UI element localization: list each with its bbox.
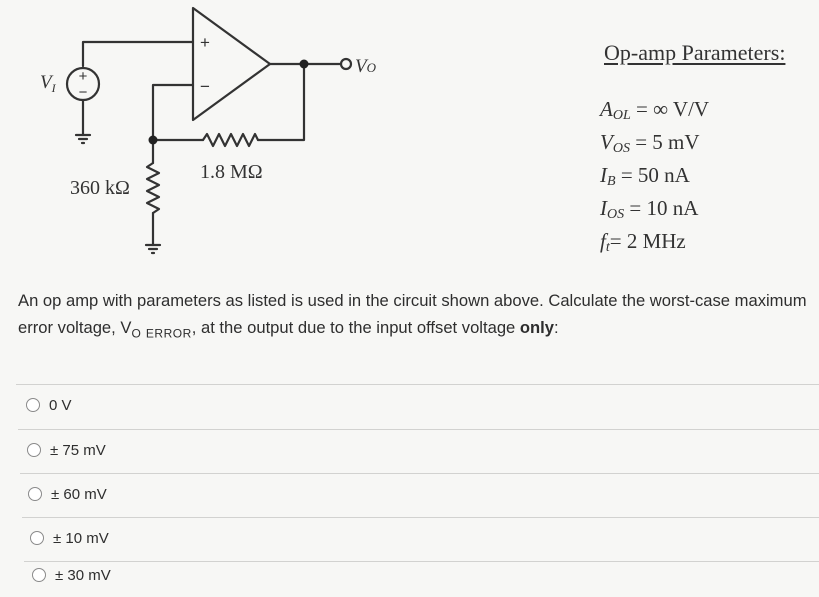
ground-resistor-label: 360 kΩ [70,177,130,199]
ground-symbol-resistor [146,245,160,253]
circuit-diagram [0,0,590,280]
output-terminal [341,59,351,69]
answer-option[interactable] [28,472,107,516]
ground-resistor [147,163,159,213]
param-vos: $V_{OS} = 5$ mV [600,130,700,156]
junction-dot-feedback [149,136,158,145]
divider [20,473,819,474]
feedback-resistor-label: 1.8 MΩ [200,161,263,183]
radio-button[interactable] [30,531,44,545]
wire-minus-input [153,85,193,140]
opamp-parameters [598,40,818,261]
divider [22,517,819,518]
answer-option[interactable] [26,383,72,427]
divider [18,429,819,430]
radio-button[interactable] [32,568,46,582]
wire-feedback-right [258,64,304,140]
divider [24,561,819,562]
opamp-triangle [193,8,270,120]
output-label: VO [355,56,376,77]
answer-option-label[interactable]: ± 10 mV [53,529,109,547]
opamp-minus-sign: − [200,77,210,96]
params-title: Op-amp Parameters: [604,40,786,65]
answer-option-label[interactable]: 0 V [49,396,72,414]
param-ib: $I_B = 50$ nA [600,163,690,189]
radio-button[interactable] [26,398,40,412]
param-ios: $I_{OS} = 10$ nA [600,196,699,222]
answer-option-label[interactable]: ± 60 mV [51,485,107,503]
divider [16,384,819,385]
answer-option-label[interactable]: ± 75 mV [50,441,106,459]
param-aol: $A_{OL}$ = ∞ V/V [600,97,710,123]
radio-button[interactable] [28,487,42,501]
answer-option-label[interactable]: ± 30 mV [55,566,111,584]
answer-option[interactable] [27,428,106,472]
wire-source-to-plus [83,42,193,66]
param-ft: $f_t= 2$ MHz [600,229,686,255]
opamp-plus-sign: + [200,33,210,52]
source-plus-sign: + [78,68,88,85]
radio-button[interactable] [27,443,41,457]
feedback-resistor [203,134,258,146]
question-text: An op amp with parameters as listed is used in the circuit shown above. Calculate the worst-case maximum error voltage, $V_O$ $_{ERROR}$, at the output due to the input offset voltage only: [18,291,807,341]
junction-dot-output [300,60,309,69]
ground-symbol-source [76,135,90,143]
answer-option[interactable] [32,553,111,597]
source-minus-sign: − [78,84,88,101]
source-label: $V_I$ [40,72,56,95]
